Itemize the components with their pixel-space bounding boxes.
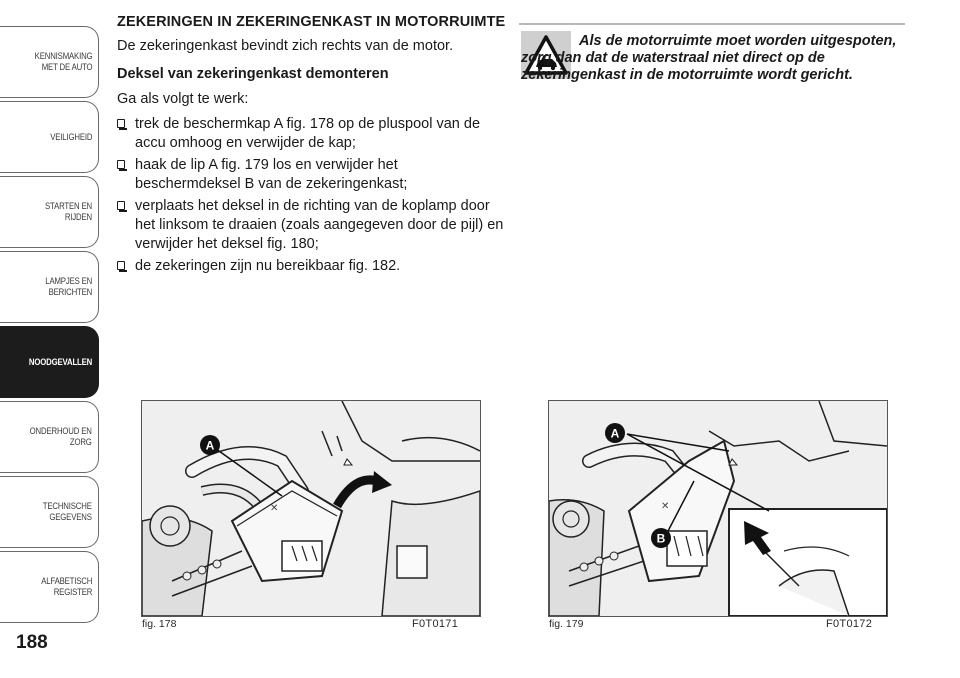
tab-alfabetisch-register[interactable] (0, 551, 99, 623)
page-number: 188 (16, 632, 48, 653)
figure-code: F0T0171 (412, 618, 459, 630)
intro-paragraph: De zekeringenkast bevindt zich rechts van de motor. (117, 38, 454, 54)
tab-label: ALFABETISCH REGISTER (40, 576, 92, 598)
tab-kennismaking[interactable] (0, 26, 99, 98)
warning-divider (519, 23, 905, 25)
svg-text:✕: ✕ (270, 503, 279, 514)
checkbox-bullet-icon (117, 261, 125, 270)
step-text: verplaats het deksel in de richting van de koplamp door het linksom te draaien (zoals aangegeven door de pijl) en verwijder het deksel fig. 180; (135, 198, 504, 252)
figure-179-illustration (548, 400, 888, 617)
list-item (117, 115, 507, 153)
callout-a: A (205, 438, 215, 453)
tab-label: TECHNISCHE GEGEVENS (42, 501, 92, 523)
step-text: de zekeringen zijn nu bereikbaar fig. 182. (135, 258, 401, 274)
checkbox-bullet-icon (117, 119, 125, 128)
main-text-column (117, 14, 507, 279)
callout-b: B (656, 531, 666, 546)
tab-lampjes-en-berichten[interactable] (0, 251, 99, 323)
figure-code: F0T0172 (826, 618, 873, 630)
steps-list (117, 115, 507, 276)
tab-onderhoud-en-zorg[interactable] (0, 401, 99, 473)
tab-starten-en-rijden[interactable] (0, 176, 99, 248)
checkbox-bullet-icon (117, 160, 125, 169)
tab-label: NOODGEVALLEN (28, 356, 92, 368)
tab-label: LAMPJES EN BERICHTEN (45, 276, 92, 298)
callout-a: A (610, 426, 620, 441)
tab-label: VEILIGHEID (49, 131, 92, 143)
figure-label: fig. 178 (142, 618, 177, 630)
warning-text (521, 33, 901, 84)
steps-intro: Ga als volgt te werk: (117, 91, 249, 107)
svg-text:✕: ✕ (661, 501, 670, 512)
warning-message: Als de motorruimte moet worden uitgespoten, zorg dan dat de waterstraal niet direct op de zekeringenkast in de motorruimte wordt gericht. (521, 33, 897, 83)
list-item (117, 257, 507, 276)
tab-label: ONDERHOUD EN ZORG (29, 426, 92, 448)
sub-heading: Deksel van zekeringenkast demonteren (117, 66, 389, 82)
step-text: trek de beschermkap A fig. 178 op de pluspool van de accu omhoog en verwijder de kap; (135, 116, 481, 151)
tab-label: STARTEN EN RIJDEN (45, 201, 92, 223)
tab-technische-gegevens[interactable] (0, 476, 99, 548)
tab-noodgevallen[interactable] (0, 326, 99, 398)
list-item (117, 197, 507, 254)
tab-veiligheid[interactable] (0, 101, 99, 173)
checkbox-bullet-icon (117, 201, 125, 210)
section-heading: ZEKERINGEN IN ZEKERINGENKAST IN MOTORRUIMTE (117, 14, 506, 30)
chapter-sidebar (0, 0, 102, 630)
list-item (117, 156, 507, 194)
figure-178-illustration (141, 400, 481, 617)
tab-label: KENNISMAKING MET DE AUTO (34, 51, 92, 73)
figure-label: fig. 179 (549, 618, 584, 630)
step-text: haak de lip A fig. 179 los en verwijder het beschermdeksel B van de zekeringenkast; (135, 157, 408, 192)
